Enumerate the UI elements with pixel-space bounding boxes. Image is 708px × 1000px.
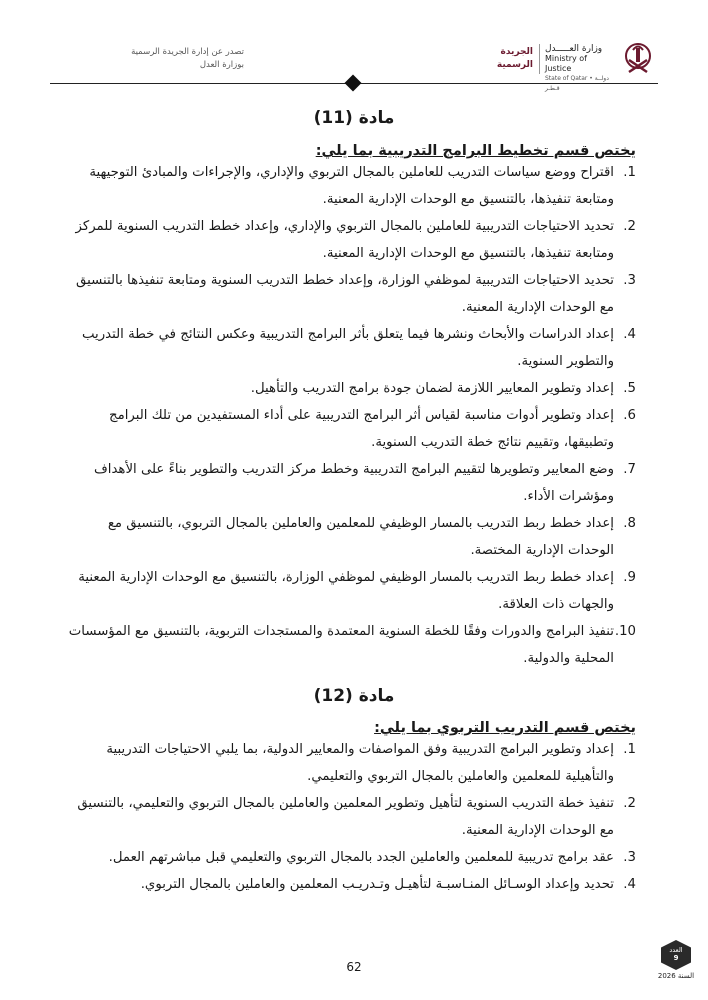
issuer-note <box>64 46 244 72</box>
item-text: وضع المعايير وتطويرها لتقييم البرامج التدريبية وخطط مركز التدريب والتطوير بناءً على الأهداف ومؤشرات الأداء. <box>93 462 614 504</box>
list-item <box>66 402 636 456</box>
issuer-line-1: تصدر عن إدارة الجريدة الرسمية <box>131 47 244 57</box>
diamond-ornament-icon <box>345 75 362 92</box>
issue-year: السنة 2026 <box>657 972 695 980</box>
item-text: عقد برامج تدريبية للمعلمين والعاملين الجدد بالمجال التربوي والتعليمي قبل مباشرتهم العمل. <box>108 850 614 865</box>
item-text: تحديد الاحتياجات التدريبية لموظفي الوزارة، وإعداد خطط التدريب السنوية ومتابعة تنفيذها بالتنسيق مع الوحدات الإدارية المعنية. <box>76 273 614 315</box>
item-number: 5. <box>623 381 636 396</box>
page-header <box>0 0 708 90</box>
item-text: إعداد الدراسات والأبحاث ونشرها فيما يتعلق بأثر البرامج التدريبية وعكس النتائج في خطة التدريب والتطوير السنوية. <box>81 327 614 369</box>
list-item <box>66 321 636 375</box>
issue-badge <box>657 940 695 984</box>
gazette-line-1: الجريدة <box>500 47 533 57</box>
item-number: 4. <box>623 327 636 342</box>
list-item <box>66 844 636 871</box>
qatar-emblem-icon <box>621 40 655 80</box>
header-logos <box>470 40 655 92</box>
list-item <box>66 790 636 844</box>
article-11-body <box>66 143 636 672</box>
item-text: إعداد وتطوير أدوات مناسبة لقياس أثر البرامج التدريبية على أداء المستفيدين من تلك البرامج وتطبيقها، وتقييم نتائج خطة التدريب السنوية. <box>108 408 614 450</box>
article-11-intro: يختص قسم تخطيط البرامج التدريبية بما يلي: <box>315 143 636 159</box>
item-text: إعداد وتطوير المعايير اللازمة لضمان جودة برامج التدريب والتأهيل. <box>250 381 614 396</box>
item-number: 9. <box>623 570 636 585</box>
list-item <box>66 736 636 790</box>
item-text: إعداد خطط ربط التدريب بالمسار الوظيفي لموظفي الوزارة، بالتنسيق مع الوحدات الإدارية المعنية والجهات ذات العلاقة. <box>78 570 614 612</box>
item-number: 7. <box>623 462 636 477</box>
item-text: تنفيذ خطة التدريب السنوية لتأهيل وتطوير المعلمين والعاملين بالمجال التربوي والتعليمي، بالتنسيق مع الوحدات الإدارية المعنية. <box>77 796 614 838</box>
list-item <box>66 213 636 267</box>
item-number: 1. <box>623 742 636 757</box>
article-12-body <box>66 720 636 898</box>
list-item <box>66 618 636 672</box>
page-number: 62 <box>346 960 362 974</box>
list-item <box>66 375 636 402</box>
item-text: إعداد وتطوير البرامج التدريبية وفق المواصفات والمعايير الدولية، بما يلبي الاحتياجات التدريبية والتأهيلية للمعلمين والعاملين بالمجال التربوي والتعليمي. <box>106 742 614 784</box>
article-11-title: مادة (11) <box>313 108 395 128</box>
item-number: 2. <box>623 219 636 234</box>
ministry-name-ar: وزارة العـــــدل <box>545 44 603 54</box>
article-11-list <box>66 159 636 672</box>
item-number: 3. <box>623 273 636 288</box>
item-number: 10. <box>614 624 636 639</box>
item-number: 4. <box>623 877 636 892</box>
list-item <box>66 564 636 618</box>
item-number: 2. <box>623 796 636 811</box>
ministry-logo-text <box>545 44 615 94</box>
issue-number: 9 <box>673 954 679 962</box>
item-text: اقتراح ووضع سياسات التدريب للعاملين بالمجال التربوي والإداري، والإجراءات والمبادئ التوجيهية ومتابعة تنفيذها، بالتنسيق مع الوحدات الإدارية المعنية. <box>89 165 614 207</box>
list-item <box>66 871 636 898</box>
gazette-line-2: الرسمية <box>496 60 533 70</box>
item-text: تنفيذ البرامج والدورات وفقًا للخطة السنوية المعتمدة والمستجدات التربوية، بالتنسيق مع المؤسسات المحلية والدولية. <box>68 624 614 666</box>
issuer-line-2: بوزارة العدل <box>199 60 244 70</box>
gazette-logo <box>488 46 533 72</box>
state-line: State of Qatar • دولــة قـطـر <box>545 75 609 92</box>
item-number: 8. <box>623 516 636 531</box>
issue-label: العدد <box>669 946 683 954</box>
item-text: تحديد الاحتياجات التدريبية للعاملين بالمجال التربوي والإداري، وإعداد خطط التدريب السنوية للمركز ومتابعة تنفيذها، بالتنسيق مع الوحدات الإدارية المعنية. <box>75 219 614 261</box>
item-number: 6. <box>623 408 636 423</box>
list-item <box>66 510 636 564</box>
item-number: 1. <box>623 165 636 180</box>
item-number: 3. <box>623 850 636 865</box>
list-item <box>66 456 636 510</box>
article-12-list <box>66 736 636 898</box>
article-12-title: مادة (12) <box>313 686 395 706</box>
item-text: تحديد وإعداد الوسـائل المنـاسبـة لتأهيـل وتـدريـب المعلمين والعاملين بالمجال التربوي. <box>140 877 614 892</box>
item-text: إعداد خطط ربط التدريب بالمسار الوظيفي للمعلمين والعاملين بالمجال التربوي، بالتنسيق مع الوحدات الإدارية المختصة. <box>107 516 614 558</box>
logo-separator <box>539 44 540 74</box>
ministry-name-en: Ministry of Justice <box>545 54 587 73</box>
list-item <box>66 159 636 213</box>
article-12-intro: يختص قسم التدريب التربوي بما يلي: <box>374 720 636 736</box>
list-item <box>66 267 636 321</box>
